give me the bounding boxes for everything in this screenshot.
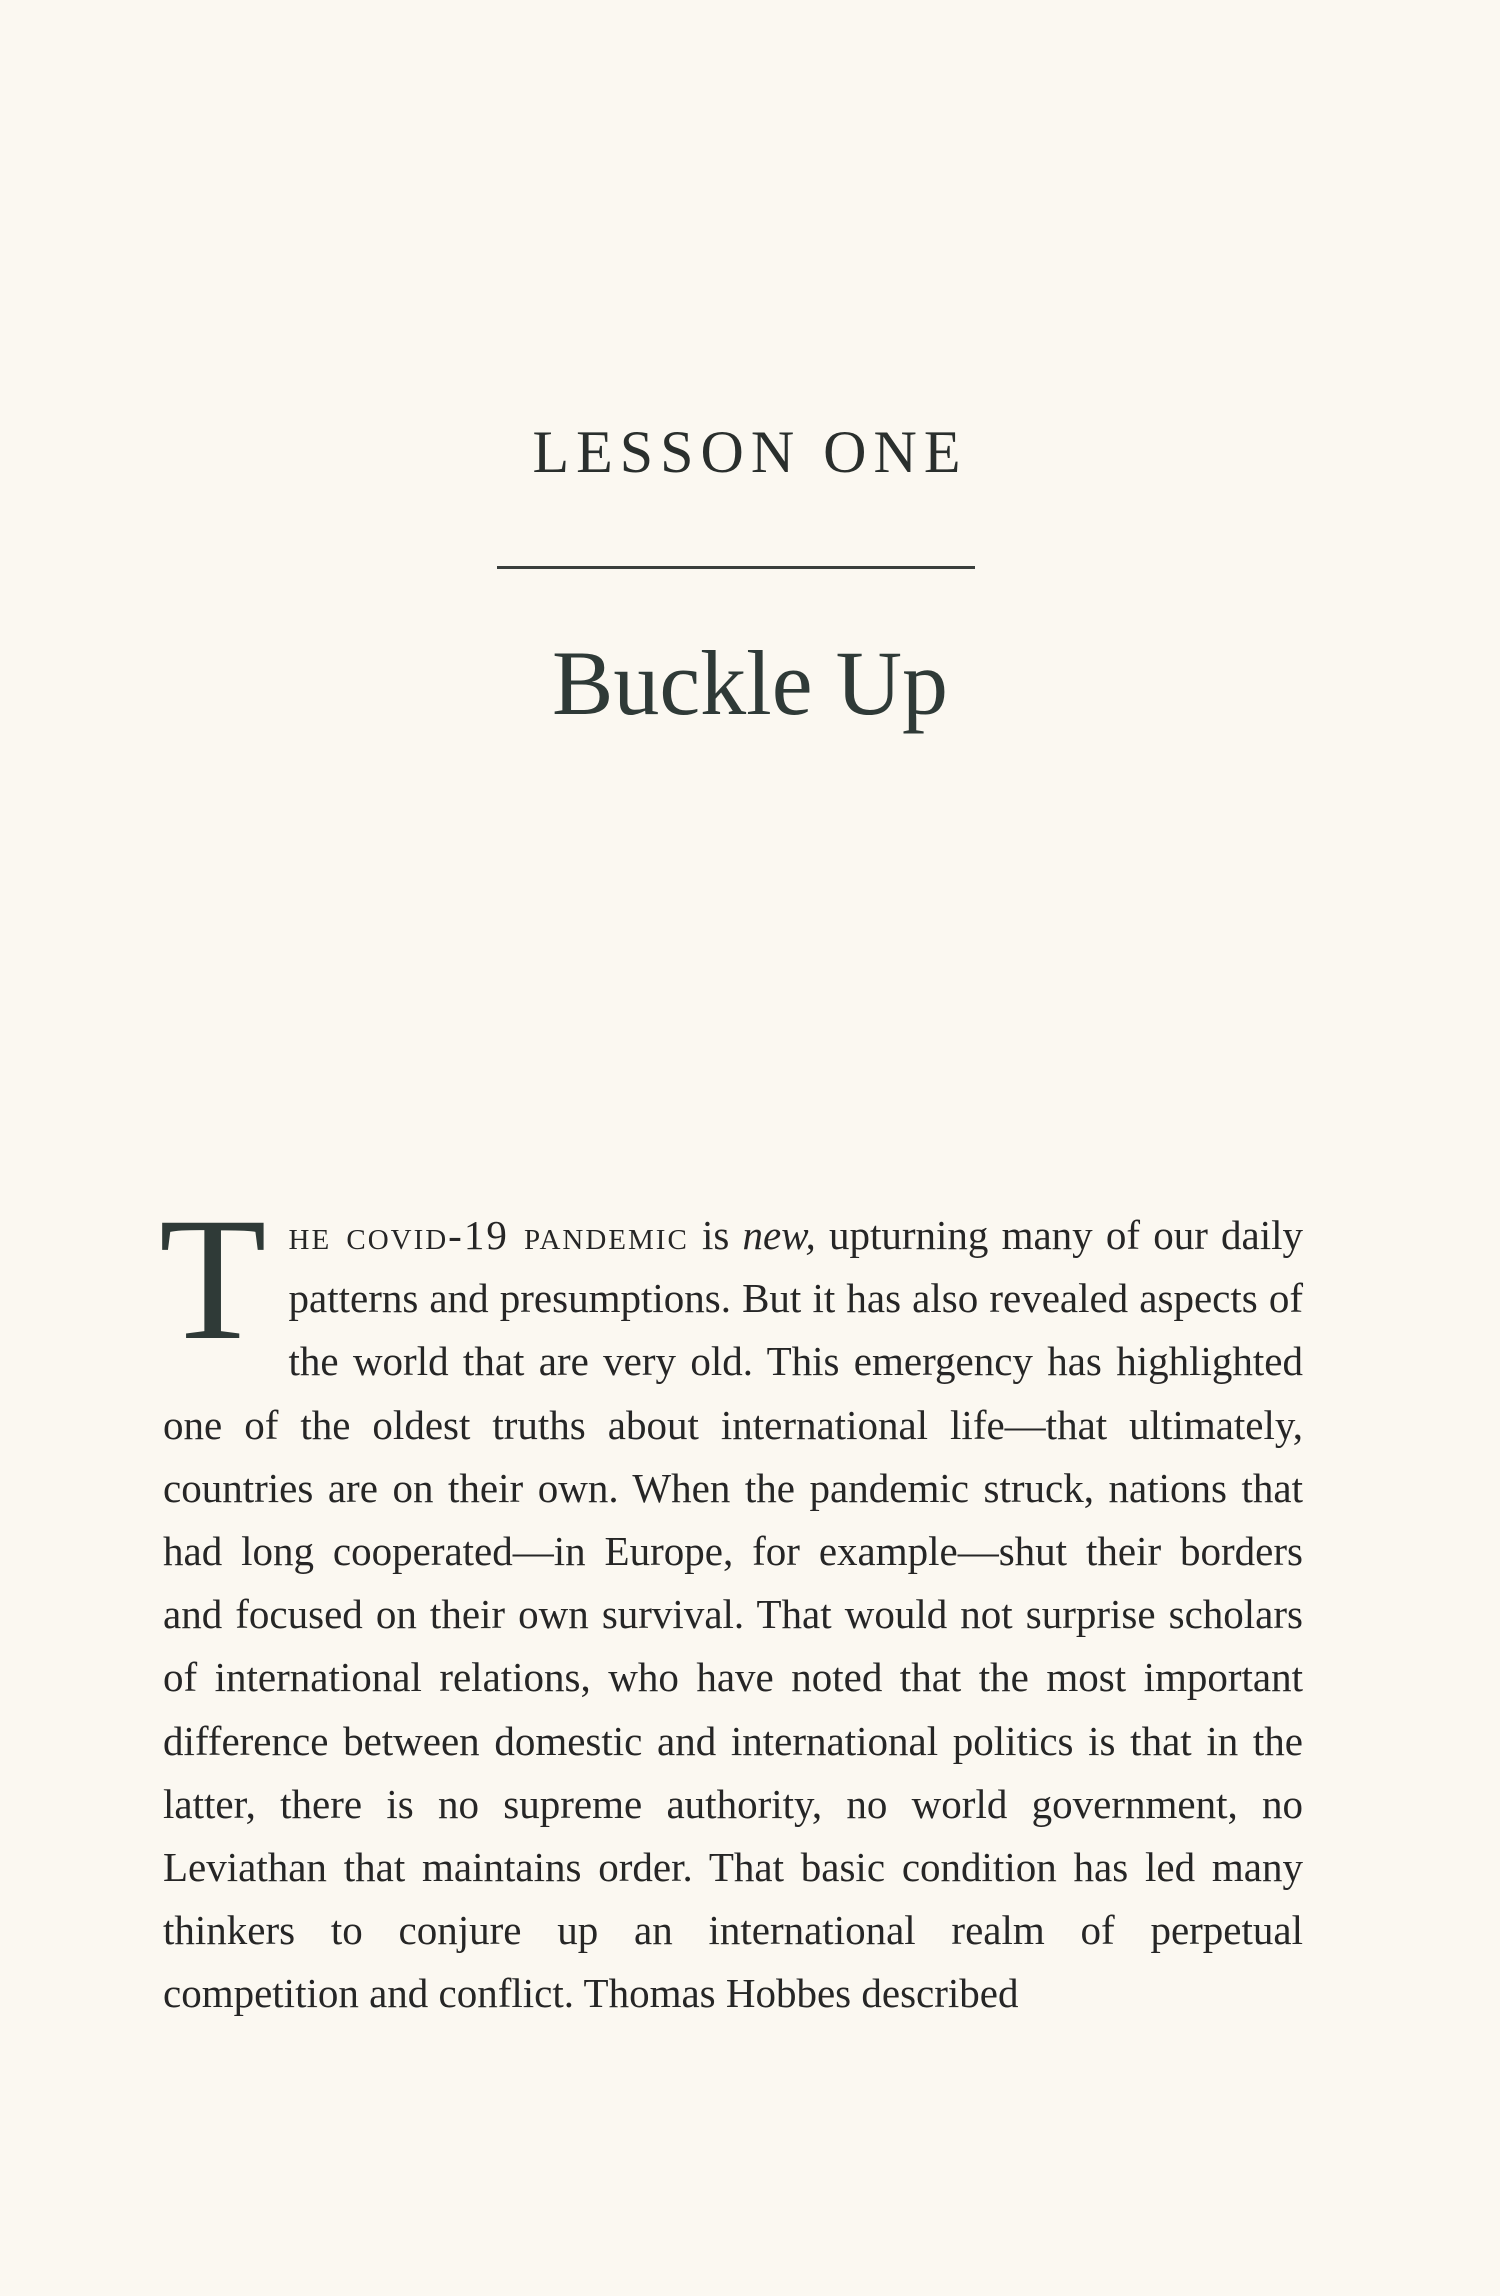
lead-in-smallcaps: he covid-19 pandemic: [288, 1212, 689, 1258]
title-divider: [497, 566, 975, 569]
chapter-title: Buckle Up: [551, 632, 949, 734]
lesson-label: LESSON ONE: [532, 419, 968, 485]
paragraph-text: upturning many of our daily patterns and presumptions. But it has also revealed aspects of the world that are very old. This emergency has highlighted one of the oldest truths about international life—that ultimately, countries are on their own. When the pandemic struck, nations that had long cooperated—in Europe, for example—shut their borders and focused on their own survival. That would not surprise scholars of international relations, who have noted that the most important difference between domestic and international politics is that in the latter, there is no supreme authority, no world government, no Leviathan that maintains order. That basic condition has led many thinkers to conjure up an international realm of perpetual competition and conflict. Thomas Hobbes described: [163, 1212, 1304, 2017]
drop-cap: T: [159, 1182, 267, 1377]
emphasized-word: new,: [742, 1212, 816, 1258]
lead-connector: is: [688, 1212, 743, 1258]
body-paragraph: [159, 1182, 1304, 2026]
